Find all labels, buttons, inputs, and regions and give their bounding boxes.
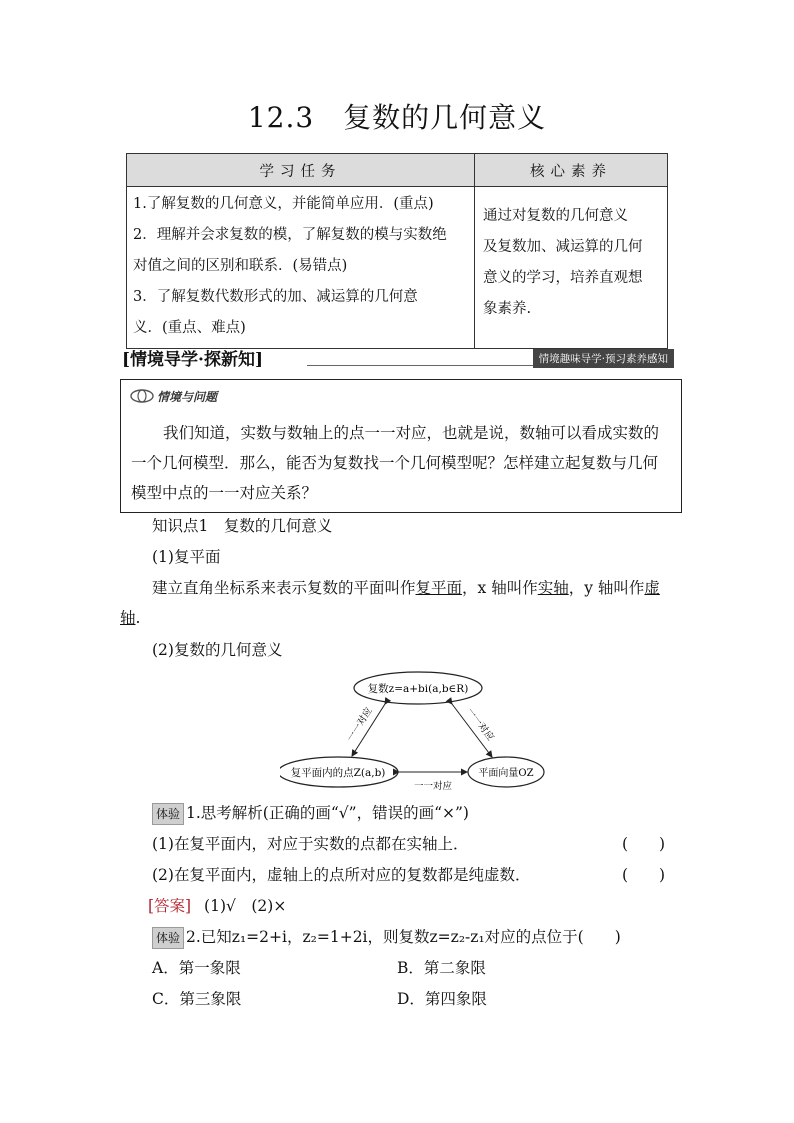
sub-heading: (1)复平面 — [152, 548, 221, 566]
task-line: 1.了解复数的几何意义，并能简单应用．(重点) — [133, 196, 434, 212]
page-title: 12.3 复数的几何意义 — [247, 101, 547, 134]
tasks-header: 学习任务 — [127, 154, 475, 187]
answer-label: [答案] — [148, 897, 192, 915]
knowledge-title: 知识点1 复数的几何意义 — [152, 517, 333, 535]
answer-blank: ( ) — [622, 835, 666, 853]
tasks-cell — [127, 187, 475, 349]
edge-label: 一一对应 — [413, 781, 453, 792]
practice-tag: 体验 — [152, 803, 184, 825]
core-line: 象素养. — [483, 301, 532, 317]
practice-q1-2: (2)在复平面内，虚轴上的点所对应的复数都是纯虚数． — [152, 866, 531, 884]
practice-q1: 体验 1.思考解析(正确的画“√”，错误的画“×”) — [152, 803, 469, 825]
scenario-text: 我们知道，实数与数轴上的点一一对应，也就是说，数轴可以看成实数的一个几何模型．那么，能否为复数找一个几何模型呢？怎样建立起复数与几何模型中点的一一对应关系？ — [131, 424, 660, 502]
node-label-top: 复数z=a+bi(a,b∈R) — [367, 683, 469, 695]
core-line: 通过对复数的几何意义 — [483, 208, 628, 224]
option-c: C．第三象限 — [152, 990, 242, 1008]
core-cell — [475, 187, 668, 349]
scenario-box — [120, 379, 682, 513]
term-real-axis: 实轴 — [537, 579, 569, 597]
option-a: A．第一象限 — [152, 959, 241, 977]
scenario-icon — [129, 387, 155, 405]
section-header — [122, 345, 674, 369]
term-complex-plane: 复平面 — [415, 579, 463, 597]
answer-blank: ( ) — [622, 866, 666, 884]
task-line: 2．理解并会求复数的模，了解复数的模与实数绝 — [133, 227, 447, 243]
scenario-header: 情境与问题 — [157, 390, 218, 404]
paragraph-continued: 轴. — [120, 609, 141, 627]
correspondence-diagram — [280, 668, 550, 792]
answer-line — [148, 896, 286, 916]
answer-text: (1)√ (2)× — [204, 897, 287, 915]
section-label: [情境导学·探新知] — [122, 350, 264, 370]
option-d: D．第四象限 — [397, 990, 487, 1008]
practice-q2: 体验 2.已知z₁=2+i，z₂=1+2i，则复数z=z₂-z₁对应的点位于( ) — [152, 927, 621, 949]
paragraph-complex-plane: 建立直角坐标系来表示复数的平面叫作复平面，x 轴叫作实轴，y 轴叫作虚 — [152, 579, 660, 597]
core-line: 及复数加、减运算的几何 — [483, 239, 643, 255]
edge-label: 一一对应 — [344, 705, 375, 744]
core-header: 核心素养 — [475, 154, 668, 187]
task-line: 3．了解复数代数形式的加、减运算的几何意 — [133, 289, 418, 305]
practice-tag: 体验 — [152, 927, 184, 949]
core-line: 意义的学习，培养直观想 — [483, 270, 643, 286]
edge-label: 一一对应 — [464, 706, 496, 743]
sub-heading: (2)复数的几何意义 — [152, 641, 283, 659]
practice-q1-1: (1)在复平面内，对应于实数的点都在实轴上． — [152, 835, 469, 853]
node-label-left: 复平面内的点Z(a,b) — [290, 767, 386, 779]
objectives-table — [126, 153, 668, 349]
option-b: B．第二象限 — [397, 959, 486, 977]
node-label-right: 平面向量OZ — [478, 768, 534, 779]
task-line: 义．(重点、难点) — [133, 320, 246, 336]
section-tag: 情境趣味导学·预习素养感知 — [533, 349, 674, 368]
term-imag-axis: 虚 — [644, 579, 660, 597]
task-line: 对值之间的区别和联系．(易错点) — [133, 258, 348, 274]
